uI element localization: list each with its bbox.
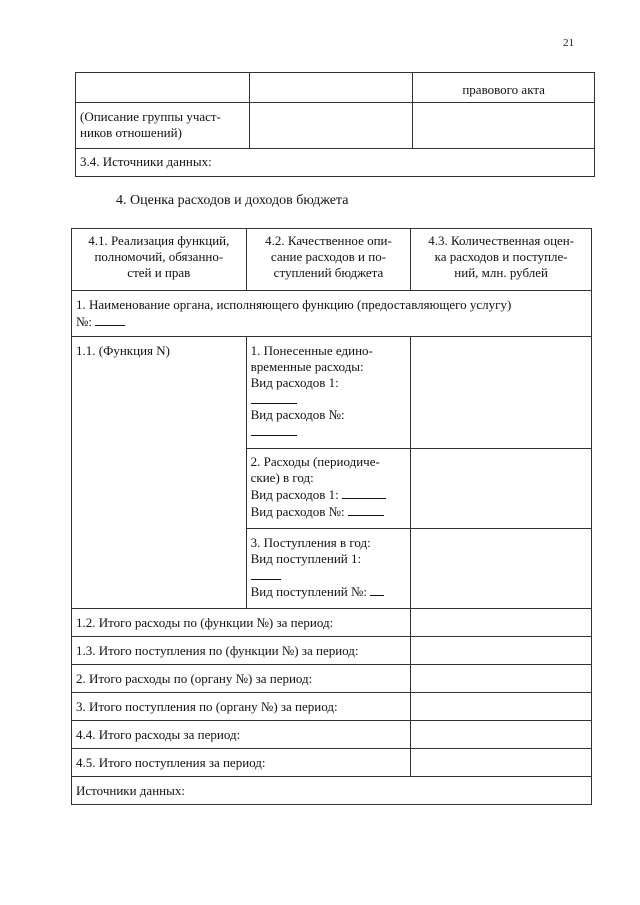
description-line: Вид поступлений №:: [250, 584, 368, 599]
table-cell: [413, 103, 595, 149]
participants-line: ников отношений): [80, 125, 182, 140]
participants-line: (Описание группы участ-: [80, 109, 221, 124]
total-row: [72, 637, 592, 665]
blank-field: [370, 583, 384, 596]
sources-label: Источники данных:: [76, 783, 185, 798]
section-heading: 4. Оценка расходов и доходов бюджета: [116, 193, 349, 208]
legal-act-cell: [413, 73, 595, 103]
organ-number-label: №:: [76, 314, 93, 329]
description-line: Вид расходов 1:: [250, 375, 339, 390]
organ-name-line: 1. Наименование органа, исполняющего функцию (предоставляющего услугу): [76, 297, 512, 312]
description-line: 1. Понесенные едино-: [250, 343, 373, 358]
description-line: 3. Поступления в год:: [250, 535, 371, 550]
total-label-cell: [72, 693, 411, 721]
header-cell-qualitative: [246, 229, 411, 291]
description-line: Вид расходов 1:: [250, 487, 339, 502]
header-line: полномочий, обязанно-: [94, 249, 224, 264]
description-line: 2. Расходы (периодиче-: [250, 454, 380, 469]
data-sources-cell: [76, 149, 595, 177]
header-line: стей и прав: [127, 265, 191, 280]
table-row: [72, 337, 592, 449]
blank-field: [95, 313, 125, 326]
quantitative-cell: [411, 337, 592, 449]
data-sources-label: 3.4. Источники данных:: [80, 154, 212, 169]
table-cell: [76, 73, 250, 103]
blank-field: [251, 391, 297, 404]
total-value-cell: [411, 609, 592, 637]
total-row: [72, 749, 592, 777]
total-label: 3. Итого поступления по (органу №) за период:: [76, 699, 338, 714]
description-line: Вид поступлений 1:: [250, 551, 362, 566]
total-label: 2. Итого расходы по (органу №) за период:: [76, 671, 313, 686]
income-cell: [246, 529, 411, 609]
blank-field: [348, 503, 384, 516]
total-value-cell: [411, 721, 592, 749]
participants-table: [75, 72, 595, 177]
header-cell-quantitative: [411, 229, 592, 291]
table-row: [76, 103, 595, 149]
total-label: 4.5. Итого поступления за период:: [76, 755, 266, 770]
header-line: 4.3. Количественная оцен-: [428, 233, 575, 248]
description-line: Вид расходов №:: [250, 407, 345, 422]
budget-assessment-table: [71, 228, 592, 805]
total-row: [72, 609, 592, 637]
participants-description-cell: [76, 103, 250, 149]
total-label-cell: [72, 665, 411, 693]
header-line: сание расходов и по-: [270, 249, 387, 264]
legal-act-label: правового акта: [462, 82, 545, 97]
total-row: [72, 721, 592, 749]
sources-row: [72, 777, 592, 805]
total-row: [72, 665, 592, 693]
quantitative-cell: [411, 529, 592, 609]
total-value-cell: [411, 665, 592, 693]
header-line: 4.1. Реализация функций,: [88, 233, 230, 248]
description-line: временные расходы:: [250, 359, 364, 374]
table-cell: [249, 103, 413, 149]
header-line: ка расходов и поступле-: [434, 249, 568, 264]
total-label: 4.4. Итого расходы за период:: [76, 727, 241, 742]
organ-name-cell: [72, 291, 592, 337]
sources-cell: [72, 777, 592, 805]
header-line: ступлений бюджета: [273, 265, 384, 280]
header-line: 4.2. Качественное опи-: [265, 233, 392, 248]
quantitative-cell: [411, 449, 592, 529]
table-row: [76, 149, 595, 177]
total-label-cell: [72, 721, 411, 749]
function-label: 1.1. (Функция N): [76, 343, 170, 358]
periodic-expenses-cell: [246, 449, 411, 529]
total-row: [72, 693, 592, 721]
total-label: 1.3. Итого поступления по (функции №) за период:: [76, 643, 359, 658]
table-cell: [249, 73, 413, 103]
header-cell-functions: [72, 229, 247, 291]
total-label-cell: [72, 637, 411, 665]
total-value-cell: [411, 749, 592, 777]
description-line: ские) в год:: [250, 470, 314, 485]
blank-field: [342, 486, 386, 499]
total-value-cell: [411, 637, 592, 665]
organ-row: [72, 291, 592, 337]
total-label: 1.2. Итого расходы по (функции №) за период:: [76, 615, 334, 630]
blank-field: [251, 423, 297, 436]
description-line: Вид расходов №:: [250, 504, 345, 519]
header-row: [72, 229, 592, 291]
function-cell: [72, 337, 247, 609]
header-line: ний, млн. рублей: [454, 265, 549, 280]
total-label-cell: [72, 749, 411, 777]
page-number: 21: [563, 37, 574, 49]
total-label-cell: [72, 609, 411, 637]
one-time-expenses-cell: [246, 337, 411, 449]
blank-field: [251, 567, 281, 580]
table-row: [76, 73, 595, 103]
total-value-cell: [411, 693, 592, 721]
